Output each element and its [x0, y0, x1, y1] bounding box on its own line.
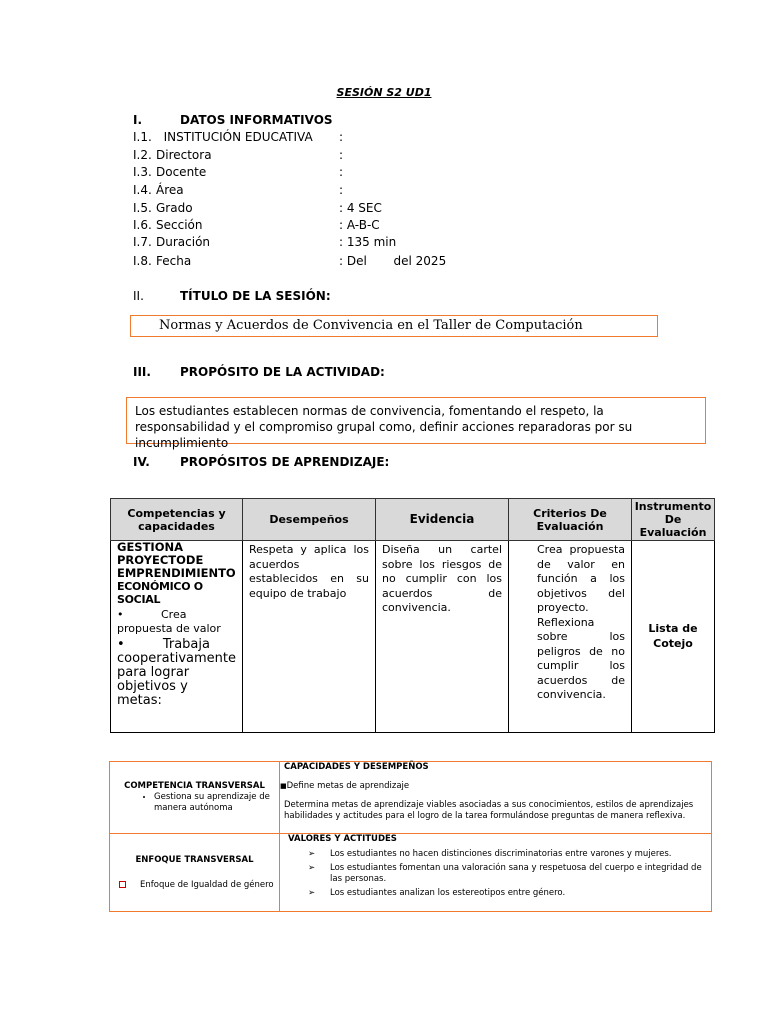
- capacidad-text: Define metas de aprendizaje: [286, 781, 410, 791]
- arrow-icon: ➢: [308, 849, 316, 859]
- criterio-item: Crea propuesta de valor en función a los objetivos del proyecto.: [537, 543, 625, 614]
- session-name-box: Normas y Acuerdos de Convivencia en el Taller de Computación: [130, 315, 658, 337]
- section-number: IV.: [133, 455, 150, 469]
- cell-criterios: [509, 541, 632, 733]
- info-value: : 4 SEC: [339, 201, 382, 215]
- info-number: I.6.: [133, 218, 152, 232]
- enfoque-title: ENFOQUE TRANSVERSAL: [135, 854, 254, 865]
- info-number: I.5.: [133, 201, 152, 215]
- info-label: INSTITUCIÓN EDUCATIVA: [156, 130, 313, 144]
- competencias-table: [110, 498, 715, 733]
- capacidades-title: CAPACIDADES Y DESEMPEÑOS: [284, 762, 429, 772]
- bullet-icon: •: [117, 608, 124, 621]
- section-titulo-sesion: [0, 289, 768, 305]
- list-item: • Gestiona su aprendizaje de manera autónoma: [154, 792, 275, 814]
- cell-valores: [280, 834, 712, 912]
- list-item: [284, 863, 707, 885]
- criterio-item: Reflexiona sobre los peligros de no cumplir los acuerdos de convivencia.: [537, 615, 625, 701]
- table-row: [110, 834, 712, 912]
- info-label: Directora: [156, 148, 212, 162]
- valor-text: Los estudiantes fomentan una valoración sana y respetuosa del cuerpo e integridad de las personas.: [330, 863, 702, 884]
- cell-desempeno: Respeta y aplica los acuerdos establecidos en su equipo de trabajo: [243, 541, 376, 733]
- section-label: PROPÓSITO DE LA ACTIVIDAD:: [180, 365, 385, 379]
- info-number: I.3.: [133, 165, 152, 179]
- competencia-transversal-title: COMPETENCIA TRANSVERSAL: [124, 781, 265, 791]
- section-number: II.: [133, 289, 144, 303]
- valor-text: Los estudiantes no hacen distinciones discriminatorias entre varones y mujeres.: [330, 849, 672, 859]
- header-instrumento: Instrumento De Evaluación: [632, 499, 715, 541]
- table-row: [111, 541, 715, 733]
- header-evidencia: Evidencia: [376, 499, 509, 541]
- square-bullet-icon: ■: [280, 782, 287, 790]
- competencia-transversal-list: [114, 792, 275, 814]
- capacidad-item: [280, 781, 707, 792]
- section-proposito-actividad: [0, 365, 768, 381]
- info-label: Docente: [156, 165, 207, 179]
- capacidad-item: [117, 638, 236, 708]
- purpose-box: Los estudiantes establecen normas de convivencia, fomentando el respeto, la responsabilidad y el compromiso grupal como, definir acciones reparadoras por su incumplimiento: [126, 397, 706, 444]
- section-label: PROPÓSITOS DE APRENDIZAJE:: [180, 455, 390, 469]
- section-number: III.: [133, 365, 151, 379]
- competencia-title-2: ECONÓMICO O SOCIAL: [117, 580, 203, 606]
- header-competencias: Competencias y capacidades: [111, 499, 243, 541]
- list-item: [284, 888, 707, 899]
- capacidad-text: Crea propuesta de valor: [117, 608, 221, 635]
- cell-capacidades: [280, 762, 712, 834]
- section-number: I.: [133, 113, 143, 127]
- info-label: Sección: [156, 218, 203, 232]
- cell-competencia-transversal: [110, 762, 280, 834]
- section-label: DATOS INFORMATIVOS: [180, 113, 333, 127]
- info-number: I.8.: [133, 254, 152, 268]
- info-value: : 135 min: [339, 235, 397, 249]
- arrow-icon: ➢: [308, 888, 316, 898]
- enfoque-text: Enfoque de Igualdad de género: [140, 879, 274, 890]
- competencia-title: GESTIONA PROYECTODE EMPRENDIMIENTO: [117, 540, 236, 580]
- enfoque-item: [114, 880, 275, 891]
- table-row: [110, 762, 712, 834]
- valores-list: [284, 849, 707, 899]
- info-value: : A-B-C: [339, 218, 380, 232]
- info-number: I.1.: [133, 130, 152, 144]
- info-value: :: [339, 165, 344, 179]
- checkbox-square-icon: [119, 881, 126, 888]
- info-value: :: [339, 183, 344, 197]
- cell-instrumento: Lista de Cotejo: [632, 541, 715, 733]
- session-title: SESIÓN S2 UD1: [336, 86, 432, 99]
- header-criterios: Criterios De Evaluación: [509, 499, 632, 541]
- arrow-icon: ➢: [308, 863, 316, 873]
- info-value: :: [339, 130, 344, 144]
- info-number: I.4.: [133, 183, 152, 197]
- valores-title: VALORES Y ACTITUDES: [288, 834, 397, 844]
- info-label: Duración: [156, 235, 211, 249]
- cell-evidencia: Diseña un cartel sobre los riesgos de no cumplir con los acuerdos de convivencia.: [376, 541, 509, 733]
- info-number: I.2.: [133, 148, 152, 162]
- cell-competencia: [111, 541, 243, 733]
- header-desempenos: Desempeños: [243, 499, 376, 541]
- bullet-icon: •: [117, 637, 125, 652]
- info-value: : Del del 2025: [339, 254, 447, 268]
- info-number: I.7.: [133, 235, 152, 249]
- section-label: TÍTULO DE LA SESIÓN:: [180, 289, 331, 303]
- valor-text: Los estudiantes analizan los estereotipos entre género.: [330, 888, 566, 898]
- table-header-row: [111, 499, 715, 541]
- capacidad-item: [117, 608, 236, 636]
- capacidad-text: Trabaja cooperativamente para lograr objetivos y metas:: [117, 637, 236, 708]
- cell-enfoque: [110, 834, 280, 912]
- capacidad-desc: Determina metas de aprendizaje viables asociadas a sus conocimientos, estilos de aprendizajes habilidades y actitudes para el logro de la tarea formulándose preguntas de manera reflexiva.: [284, 800, 694, 821]
- info-value: :: [339, 148, 344, 162]
- list-item: [284, 849, 707, 860]
- info-label: Grado: [156, 201, 193, 215]
- section-propositos-aprendizaje: [0, 455, 768, 471]
- info-label: Área: [156, 183, 184, 197]
- info-label: Fecha: [156, 254, 192, 268]
- section-datos-informativos: [0, 113, 768, 129]
- transversal-table: [109, 761, 712, 912]
